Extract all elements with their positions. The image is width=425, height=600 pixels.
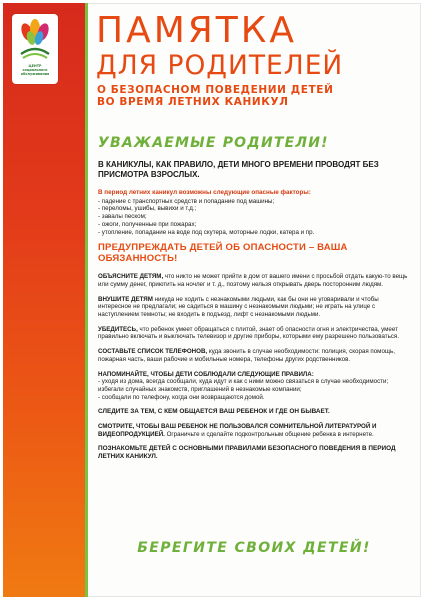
center-logo [12,14,58,84]
instill-text: никуда не ходить с незнакомыми людьми, как бы они не уговаривали и чтобы интересное не предлагали; не садиться в машину с незнакомыми людьми; не играть на улице с наступлением темноты; не входить в подъезд, лифт с незнакомыми людьми. [98,295,379,319]
list-item: - падение с транспортных средств и попадание под машины; [98,197,275,205]
instill-paragraph [98,296,410,319]
footer-slogan: БЕРЕГИТЕ СВОИХ ДЕТЕЙ! [137,540,371,556]
page-subtitle [97,85,417,108]
explain-text: что никто не может прийти в дом от вашего имени с просьбой отдать какую-то вещь или сумму денег, приютить на ночлег и т. д., поэтому нельзя открывать дверь посторонним людям. [98,273,408,288]
remind-list [98,378,410,401]
watch-lead: СМОТРИТЕ, ЧТОБЫ ВАШ РЕБЕНОК НЕ ПОЛЬЗОВАЛСЯ СОМНИТЕЛЬНОЙ ЛИТЕРАТУРОЙ И ВИДЕОПРОДУКЦИЕЙ. [98,423,377,438]
list-item: - сообщали по телефону, когда они возвращаются домой. [98,393,265,401]
list-item: - ожоги, полученные при пожарах; [98,220,197,228]
ensure-lead: УБЕДИТЕСЬ, [98,325,138,333]
ensure-text: что ребенок умеет обращаться с плитой, знает об опасности огня и электричества, умеет правильно включать и выключать телевизор и другие приборы, которыми ему разрешено пользоваться. [98,325,399,341]
watch-text: Ограничьте и сделайте подконтрольным общение ребенка в интернете. [164,430,374,438]
list-item: - утопление, попадание на воде под скутера, моторные лодки, катера и пр. [98,228,315,236]
phone-list-lead: СОСТАВЬТЕ СПИСОК ТЕЛЕФОНОВ, [98,348,208,356]
subtitle-line1: О БЕЗОПАСНОМ ПОВЕДЕНИИ ДЕТЕЙ [97,84,334,96]
phone-list-text: куда звонить в случае необходимости: полиция, скорая помощь, пожарная часть, ваши рабочие и мобильные номера, телефоны других родственников. [98,348,395,363]
list-item: - уходя из дома, всегда сообщали, куда идут и как с ними можно связаться в случае необходимости; [98,378,389,386]
instill-lead: ВНУШИТЕ ДЕТЯМ [98,295,153,303]
phone-list-paragraph [98,348,410,363]
ensure-paragraph [98,326,410,341]
greeting-heading: УВАЖАЕМЫЕ РОДИТЕЛИ! [98,135,329,151]
follow-note: СЛЕДИТЕ ЗА ТЕМ, С КЕМ ОБЩАЕТСЯ ВАШ РЕБЕНОК И ГДЕ ОН БЫВАЕТ. [98,408,330,416]
remind-heading: НАПОМИНАЙТЕ, ЧТОБЫ ДЕТИ СОБЛЮДАЛИ СЛЕДУЮЩИЕ ПРАВИЛА: [98,370,314,378]
acquaint-note: ПОЗНАКОМЬТЕ ДЕТЕЙ С ОСНОВНЫМИ ПРАВИЛАМИ БЕЗОПАСНОГО ПОВЕДЕНИЯ В ПЕРИОД ЛЕТНИХ КАНИКУЛ. [98,445,396,461]
list-item: - переломы, ушибы, вывихи и т.д.; [98,205,197,213]
left-decorative-stripe [3,3,85,597]
factors-heading: В период летних каникул возможны следующие опасные факторы: [98,189,311,196]
list-item: избегали случайных знакомств, приглашений в незнакомые компании; [98,385,302,393]
list-item: - завалы песком; [98,213,147,221]
explain-paragraph [98,273,410,288]
watch-paragraph [98,423,410,438]
lead-paragraph: В КАНИКУЛЫ, КАК ПРАВИЛО, ДЕТИ МНОГО ВРЕМЕНИ ПРОВОДЯТ БЕЗ ПРИСМОТРА ВЗРОСЛЫХ. [98,160,379,179]
warning-heading: ПРЕДУПРЕЖДАТЬ ДЕТЕЙ ОБ ОПАСНОСТИ – ВАША ОБЯЗАННОСТЬ! [98,242,348,264]
page-title-line2: ДЛЯ РОДИТЕЛЕЙ [96,50,344,81]
subtitle-line2: ВО ВРЕМЯ ЛЕТНИХ КАНИКУЛ [97,95,289,108]
logo-caption: ЦЕНТР социального обслуживания [20,64,50,76]
explain-lead: ОБЪЯСНИТЕ ДЕТЯМ, [98,273,164,281]
factors-list [98,198,410,237]
green-divider-line [85,3,88,597]
page-title: ПАМЯТКА [96,10,297,51]
flower-logo-icon [17,18,53,62]
main-content [98,160,410,468]
